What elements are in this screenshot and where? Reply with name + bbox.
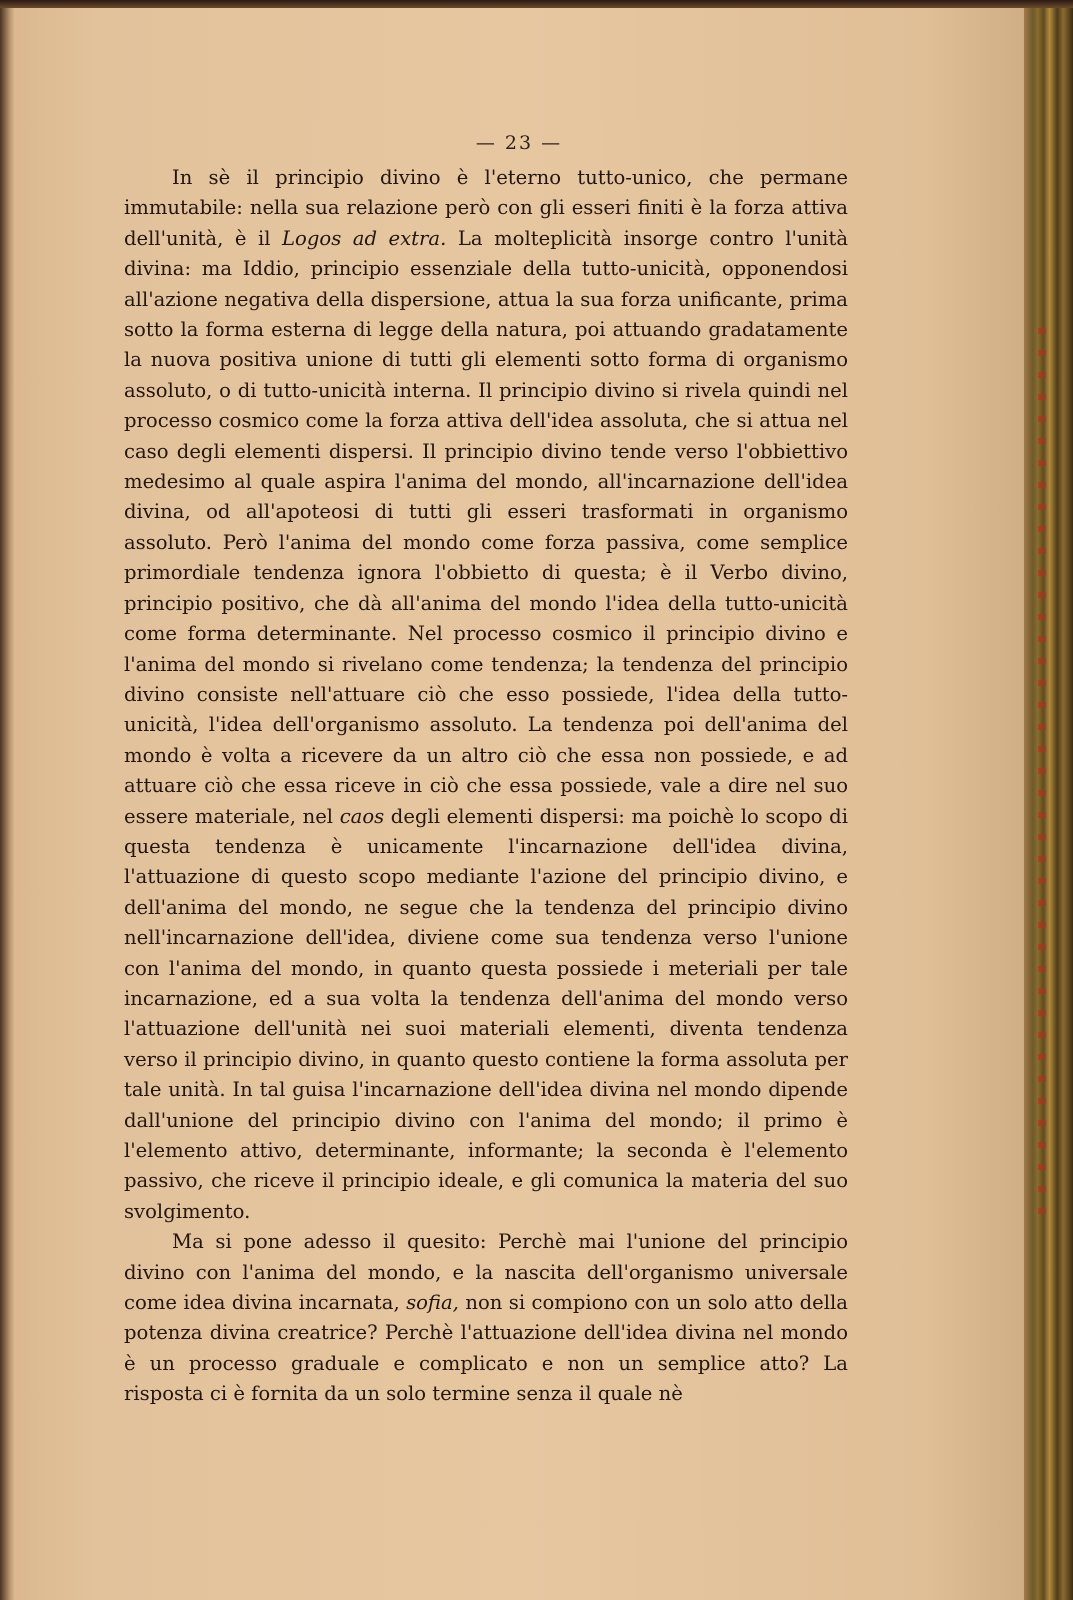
paragraph-2 bbox=[124, 1227, 848, 1409]
paragraph-1 bbox=[124, 163, 848, 1227]
paragraph-2-text-1: Ma si pone adesso il quesito: Perchè mai l'unione del principio divino con l'anima del mondo, e la nascita dell'organismo universale come idea divina incarnata, bbox=[124, 1230, 848, 1315]
paragraph-1-text-1: In sè il principio divino è l'eterno tutto-unico, che permane immutabile: nella sua relazione però con gli esseri finiti è la forza attiva dell'unità, è il bbox=[124, 166, 848, 250]
body-text bbox=[124, 163, 848, 1410]
page-number: — 23 — bbox=[475, 132, 563, 154]
book-page bbox=[14, 8, 1024, 1600]
paragraph-1-italic-caos: caos bbox=[339, 804, 385, 828]
book-binding bbox=[1024, 8, 1073, 1600]
paragraph-1-text-2: La molteplicità insorge contro l'unità divina: ma Iddio, principio essenziale della tutto-unicità, opponendosi all'azione negativa della dispersione, attua la sua forza unificante, prima sotto la forma esterna di legge della natura, poi attuando gradatamente la nuova positiva unione di tutti gli elementi sotto forma di organismo assoluto, o di tutto-unicità interna. Il principio divino si rivela quindi nel processo cosmico come la forza attiva dell'idea assoluta, che si attua nel caso degli elementi dispersi. Il principio divino tende verso l'obbiettivo medesimo al quale aspira l'anima del mondo, all'incarnazione dell'idea divina, od all'apoteosi di tutti gli esseri trasformati in organismo assoluto. Però l'anima del mondo come forza passiva, come semplice primordiale tendenza ignora l'obbietto di questa; è il Verbo divino, principio positivo, che dà all'anima del mondo l'idea della tutto-unicità come forma determinante. Nel processo cosmico il principio divino e l'anima del mondo si rivelano come tendenza; la tendenza del principio divino consiste nell'attuare ciò che esso possiede, l'idea della tutto-unicità, l'idea dell'organismo assoluto. La tendenza poi dell'anima del mondo è volta a ricevere da un altro ciò che essa non possiede, e ad attuare ciò che essa riceve in ciò che essa possiede, vale a dire nel suo essere materiale, nel bbox=[124, 226, 848, 828]
paragraph-2-text-2: non si compiono con un solo atto della potenza divina creatrice? Perchè l'attuazione dell'idea divina nel mondo è un processo graduale e complicato e non un semplice atto? La risposta ci è fornita da un solo termine senza il quale nè bbox=[124, 1291, 848, 1406]
paragraph-1-text-3: degli elementi dispersi: ma poichè lo scopo di questa tendenza è unicamente l'incarnazione dell'idea divina, l'attuazione di questo scopo mediante l'azione del principio divino, e dell'anima del mondo, ne segue che la tendenza del principio divino nell'incarnazione dell'idea, diviene come sua tendenza verso l'unione con l'anima del mondo, in quanto questa possiede i meteriali per tale incarnazione, ed a sua volta la tendenza dell'anima del mondo verso l'attuazione dell'unità nei suoi materiali elementi, diventa tendenza verso il principio divino, in quanto questo contiene la forma assoluta per tale unità. In tal guisa l'incarnazione dell'idea divina nel mondo dipende dall'unione del principio divino con l'anima del mondo; il primo è l'elemento attivo, determinante, informante; la seconda è l'elemento passivo, che riceve il principio ideale, e gli comunica la materia del suo svolgimento. bbox=[124, 804, 848, 1223]
paragraph-2-italic-sofia: sofia, bbox=[406, 1291, 459, 1315]
book-top-edge bbox=[0, 0, 1073, 8]
paragraph-1-italic-logos: Logos ad extra. bbox=[282, 226, 447, 250]
page-left-edge bbox=[0, 8, 14, 1600]
